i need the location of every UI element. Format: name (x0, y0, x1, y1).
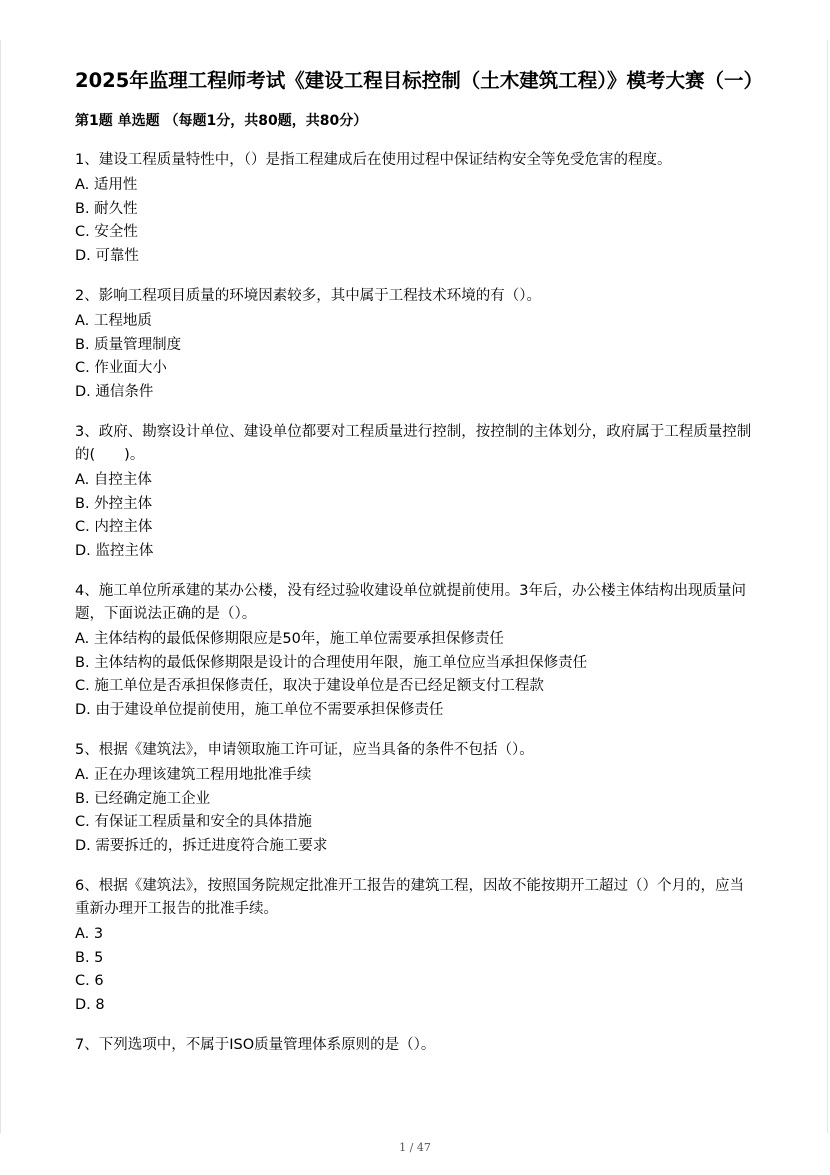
option-b: B. 质量管理制度 (75, 336, 182, 353)
option-a: A. 自控主体 (75, 472, 152, 488)
question-5 (75, 739, 755, 858)
section-header: 第1题 单选题 （每题1分，共80题，共80分） (75, 113, 368, 129)
option-d: D. 需要拆迁的，拆迁进度符合施工要求 (75, 837, 328, 854)
option-b: B. 5 (75, 949, 104, 966)
option-d: D. 监控主体 (75, 542, 154, 559)
option-b: B. 外控主体 (75, 495, 153, 512)
option-d: D. 通信条件 (75, 383, 154, 400)
option-b: B. 耐久性 (75, 200, 138, 217)
question-stem: 7、下列选项中，不属于ISO质量管理体系原则的是（）。 (75, 1037, 436, 1053)
question-stem: 1、建设工程质量特性中，（）是指工程建成后在使用过程中保证结构安全等免受危害的程度。 (75, 152, 672, 168)
option-a: A. 3 (75, 926, 104, 942)
option-c: C. 安全性 (75, 224, 138, 240)
question-stem: 4、施工单位所承建的某办公楼，没有经过验收建设单位就提前使用。3年后，办公楼主体结构出现质量问题，下面说法正确的是（）。 (75, 583, 746, 622)
option-c: C. 6 (75, 973, 104, 989)
option-a: A. 适用性 (75, 177, 138, 193)
option-c: C. 有保证工程质量和安全的具体措施 (75, 814, 312, 830)
question-2 (75, 285, 755, 404)
option-d: D. 8 (75, 996, 105, 1013)
question-stem: 5、根据《建筑法》，申请领取施工许可证，应当具备的条件不包括（）。 (75, 742, 534, 758)
question-stem: 6、根据《建筑法》，按照国务院规定批准开工报告的建筑工程，因故不能按期开工超过（）个月的，应当重新办理开工报告的批准手续。 (75, 878, 744, 917)
option-a: A. 正在办理该建筑工程用地批准手续 (75, 767, 312, 783)
option-b: B. 已经确定施工企业 (75, 790, 211, 807)
option-b: B. 主体结构的最低保修期限是设计的合理使用年限，施工单位应当承担保修责任 (75, 654, 588, 671)
question-1 (75, 149, 755, 268)
question-stem: 3、政府、勘察设计单位、建设单位都要对工程质量进行控制，按控制的主体划分，政府属于工程质量控制的( )。 (75, 424, 752, 463)
option-d: D. 可靠性 (75, 247, 139, 264)
option-a: A. 工程地质 (75, 313, 152, 329)
question-stem: 2、影响工程项目质量的环境因素较多，其中属于工程技术环境的有（）。 (75, 288, 541, 304)
question-6 (75, 875, 755, 1017)
document-content (75, 66, 764, 1074)
option-c: C. 内控主体 (75, 519, 153, 535)
option-a: A. 主体结构的最低保修期限应是50年，施工单位需要承担保修责任 (75, 631, 504, 647)
page-indicator: 1 / 47 (399, 1141, 431, 1154)
option-c: C. 作业面大小 (75, 360, 167, 376)
option-d: D. 由于建设单位提前使用，施工单位不需要承担保修责任 (75, 701, 444, 718)
document-title: 2025年监理工程师考试《建设工程目标控制（土木建筑工程）》模考大赛（一） (75, 69, 764, 92)
question-4 (75, 580, 755, 722)
question-7 (75, 1034, 755, 1057)
option-c: C. 施工单位是否承担保修责任，取决于建设单位是否已经足额支付工程款 (75, 678, 544, 694)
question-3 (75, 421, 755, 563)
